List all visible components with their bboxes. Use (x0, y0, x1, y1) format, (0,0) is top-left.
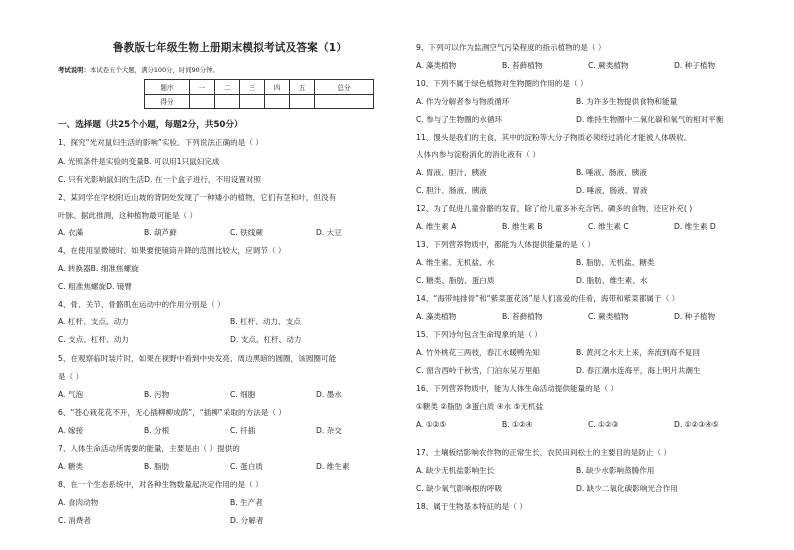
option: A. 缺少无机盐影响生长 (416, 466, 495, 475)
option: D. 杂交 (316, 426, 342, 435)
option: B. 维生素 B (502, 222, 543, 231)
question-6: 6、“苍心栽花花不开，无心插柳柳成荫”，“插柳”采取的方法是（ ） (58, 408, 287, 417)
option: D. 维生素 D (674, 222, 716, 231)
option: B. 分根 (144, 426, 170, 435)
score-header-cell: 总分 (315, 80, 374, 95)
question-7: 7、人体生命活动所需要的能量，主要是由（ ）提供的 (58, 444, 240, 453)
score-cell[interactable] (265, 94, 290, 109)
option: D. 墨水 (316, 390, 342, 399)
question-5-line: 是（ ） (58, 372, 84, 381)
question-17: 17、土壤板结影响农作物的正常生长，农民田间松土的主要目的是防止（ ） (416, 448, 672, 457)
option: C. 扦插 (230, 426, 256, 435)
question-2-line: 叶脉。据此推测，这种植物最可能是（ ） (58, 211, 198, 220)
option: A. ①②⑤ (416, 420, 447, 429)
score-table (144, 79, 374, 109)
score-header-cell: 一 (190, 80, 215, 95)
option: A. 作为分解者参与物质循环 (416, 97, 510, 106)
question-1-line: A. 光照条件是实验的变量B. 可以用1只鼠妇完成 (58, 157, 220, 166)
question-9: 9、下列可以作为监测空气污染程度的指示植物的是（ ） (416, 43, 606, 52)
question-14: 14、“海带炖排骨”和“紫菜蛋花汤”是人们喜爱的佳肴，海带和紫菜都属于（ ） (416, 294, 680, 303)
question-12: 12、为了促进儿童骨骼的发育，除了给儿童多补充含钙、磷多的食物，还应补充( ) (416, 204, 693, 213)
option: A. 维生素、无机盐、水 (416, 258, 495, 267)
option: C. 消费者 (58, 516, 91, 525)
option: C. 蕨类植物 (588, 312, 629, 321)
score-header-cell: 二 (215, 80, 240, 95)
option: C. 窗含西岭千秋雪，门泊东吴万里船 (416, 366, 541, 375)
option: C. 胆汁、肠液、胰液 (416, 186, 487, 195)
option: B. 脂肪 (144, 462, 170, 471)
question-5: 5、在观察临时装片时，如果在视野中看到中央发亮、周边黑暗的圆圈，该圆圈可能 (58, 354, 337, 363)
option: A. 衣藻 (58, 228, 84, 237)
section-heading: 一、选择题（共25个小题，每题2分，共50分） (58, 120, 243, 130)
option: A. 杠杆、支点、动力 (58, 317, 129, 326)
page-title: 鲁教版七年级生物上册期末模拟考试及答案（1） (112, 42, 348, 54)
option: A. 食肉动物 (58, 498, 99, 507)
score-cell[interactable] (190, 94, 215, 109)
option: C. ①②③ (588, 420, 619, 429)
option: B. 脂肪、无机盐、糖类 (576, 258, 655, 267)
question-13: 13、下列营养物质中，都能为人体提供能量的是（ ） (416, 240, 596, 249)
option: B. 污物 (144, 390, 170, 399)
question-10: 10、下列不属于绿色植物对生物圈的作用的是（ ） (416, 79, 588, 88)
option: B. 生产者 (230, 498, 263, 507)
score-cell[interactable] (315, 94, 374, 109)
option: C. 蕨类植物 (588, 61, 629, 70)
score-header-cell: 四 (265, 80, 290, 95)
option: B. 黄河之水天上来，奔流到海不复回 (576, 348, 700, 357)
score-cell[interactable] (290, 94, 315, 109)
option: C. 参与了生物圈的水循环 (416, 115, 503, 124)
question-1: 1、探究“光对鼠妇生活的影响”实验。下列说法正确的是（ ） (58, 138, 263, 147)
option: B. 葫芦藓 (144, 228, 177, 237)
option: D. 唾液、肠液、胃液 (576, 186, 648, 195)
option: A. 气泡 (58, 390, 84, 399)
option: C. 细胞 (230, 390, 256, 399)
item-list: ①糖类 ②脂肪 ③蛋白质 ④水 ⑤无机盐 (416, 402, 544, 411)
option: D. 种子植物 (674, 61, 716, 70)
option: B. ①②④ (502, 420, 533, 429)
option: A. 胃液、胆汁、胰液 (416, 168, 487, 177)
option: D. 种子植物 (674, 312, 716, 321)
option: A. 嫁接 (58, 426, 84, 435)
score-table-score-row (145, 94, 374, 109)
option: A. 竹外桃花三两枝，春江水暖鸭先知 (416, 348, 540, 357)
option: C. 支点、杠杆、动力 (58, 335, 129, 344)
question-4: 4、骨、关节、骨骼肌在运动中的作用分别是（ ） (58, 300, 225, 309)
option: D. 大豆 (316, 228, 342, 237)
option: B. 苔藓植物 (502, 61, 543, 70)
score-cell[interactable] (215, 94, 240, 109)
note-text: 本试卷五个大题，满分100分，时间90分钟。 (89, 66, 219, 74)
score-table-header-row (145, 80, 374, 95)
option: B. 为许多生物提供食物和能量 (576, 97, 678, 106)
option: B. 缺少水影响蒸腾作用 (576, 466, 655, 475)
option: C. 维生素 C (588, 222, 629, 231)
option: A. 藻类植物 (416, 61, 457, 70)
exam-note (58, 65, 219, 74)
option: D. 维生素 (316, 462, 350, 471)
question-1-line: C. 只有光影响鼠妇的生活D. 在一个盒子进行，不用设置对照 (58, 175, 262, 184)
option: D. ①②③④⑤ (674, 420, 719, 429)
option: D. 支点、杠杆、动力 (230, 335, 302, 344)
question-3: 4、在使用显微镜时，如果要使镜筒升降的范围比较大，应调节（ ） (58, 246, 286, 255)
option: D. 缺少二氧化碳影响光合作用 (576, 484, 678, 493)
option: D. 脂肪、维生素、水 (576, 276, 648, 285)
question-11: 11、馒头是我们的主食，其中的淀粉等大分子物质必须经过消化才能被人体吸收。 (416, 133, 692, 142)
option: D. 春江潮水连海平，海上明月共潮生 (576, 366, 701, 375)
question-3-line: C. 粗准焦螺旋D. 镜臂 (58, 282, 132, 291)
score-header-cell: 五 (290, 80, 315, 95)
note-label: 考试说明： (58, 66, 90, 74)
option: D. 维持生物圈中二氧化碳和氧气的相对平衡 (576, 115, 724, 124)
option: B. 苔藓植物 (502, 312, 543, 321)
score-row-label: 得分 (145, 94, 190, 109)
question-11-line: 人体内参与淀粉消化的消化液有（ ） (416, 150, 540, 159)
option: A. 糖类 (58, 462, 84, 471)
option: B. 杠杆、动力、支点 (230, 317, 301, 326)
question-16: 16、下列营养物质中，能为人体生命活动提供能量的是（ ） (416, 384, 618, 393)
question-18: 18、属于生物基本特征的是（ ） (416, 502, 527, 511)
option: C. 铁线蕨 (230, 228, 263, 237)
option: C. 糖类、脂肪、蛋白质 (416, 276, 495, 285)
option: A. 维生素 A (416, 222, 457, 231)
option: B. 唾液、肠液、胰液 (576, 168, 647, 177)
option: D. 分解者 (230, 516, 264, 525)
score-header-cell: 题序 (145, 80, 190, 95)
option: C. 蛋白质 (230, 462, 263, 471)
question-8: 8、在一个生态系统中，对各种生物数量起决定作用的是（ ） (58, 480, 263, 489)
option: A. 藻类植物 (416, 312, 457, 321)
question-15: 15、下列诗句包含生命现象的是（ ） (416, 330, 542, 339)
question-3-line: A. 转换器B. 细准焦螺旋 (58, 264, 139, 273)
score-cell[interactable] (240, 94, 265, 109)
score-header-cell: 三 (240, 80, 265, 95)
option: C. 缺少氧气影响根的呼吸 (416, 484, 503, 493)
question-2: 2、某同学在学校附近山坡的背阴处发现了一种矮小的植物，它们有茎和叶，但没有 (58, 193, 337, 202)
